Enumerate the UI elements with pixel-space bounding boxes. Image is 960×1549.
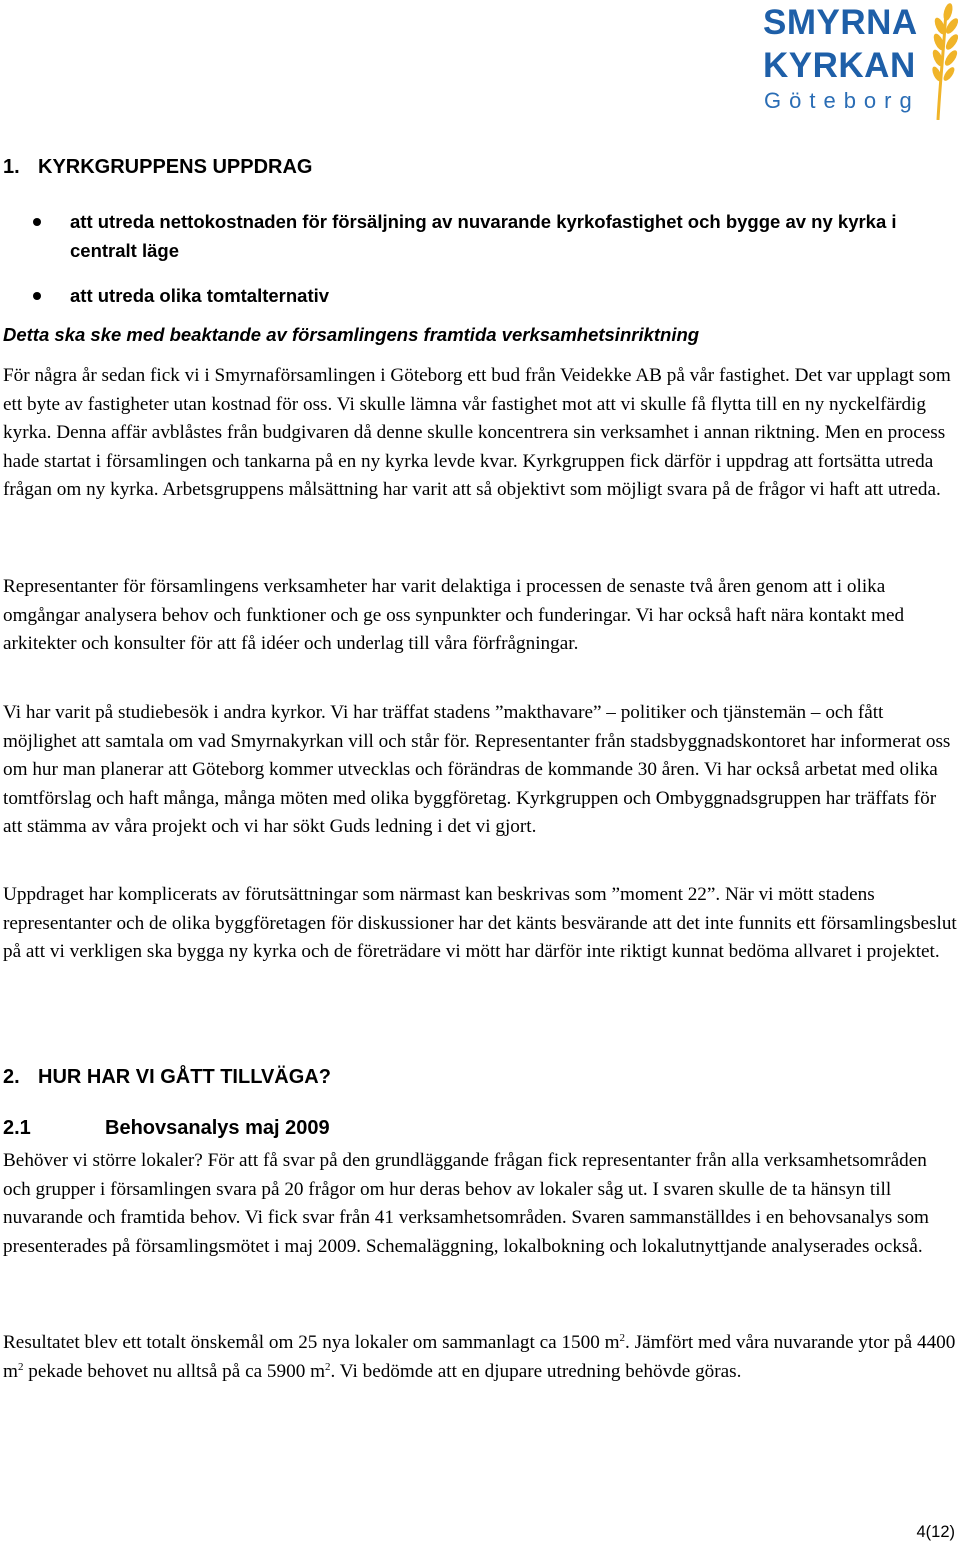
- text-run: Resultatet blev ett totalt önskemål om 25 nya lokaler om sammanlagt ca 1500 m: [3, 1332, 620, 1353]
- logo-text-line1: SMYRNA: [763, 3, 918, 42]
- section-2-1-heading: [3, 1118, 330, 1138]
- logo-text-line3: Göteborg: [764, 88, 920, 113]
- paragraph-with-superscripts: [3, 1329, 957, 1386]
- section-2-heading: [3, 1067, 331, 1087]
- superscript: 2: [619, 1332, 626, 1344]
- section-2-1-number: 2.1: [3, 1117, 31, 1139]
- church-logo: [760, 2, 960, 122]
- list-item-text: att utreda olika tomtalternativ: [70, 285, 330, 306]
- page-number: 4(12): [916, 1523, 955, 1541]
- text-run: . Jämfört med våra nuvarande ytor på 4400 m: [3, 1332, 956, 1382]
- section-1-number: 1.: [3, 156, 20, 178]
- paragraph: Vi har varit på studiebesök i andra kyrkor. Vi har träffat stadens ”makthavare” – politiker och tjänstemän – och fått möjlighet att samtala om vad Smyrnakyrkan vill och står för. Representanter från stadsbyggnadskontoret har informerat oss om hur man planerar att Göteborg kommer utvecklas och förändras de kommande 30 åren. Vi har också arbetat med olika tomtförslag och haft många, många möten med olika byggföretag. Kyrkgruppen och Ombyggnadsgruppen har träffats för att stämma av våra projekt och vi har sökt Guds ledning i det vi gjort.: [3, 702, 951, 837]
- superscript: 2: [17, 1360, 24, 1373]
- list-item: [0, 207, 955, 265]
- text-run: . Vi bedömde att en djupare utredning behövde göras.: [330, 1360, 742, 1382]
- section-1-heading: [3, 157, 312, 177]
- superscript: 2: [325, 1360, 331, 1373]
- bullet-icon: [33, 292, 41, 300]
- bullet-icon: [33, 218, 41, 226]
- paragraph: För några år sedan fick vi i Smyrnaförsamlingen i Göteborg ett bud från Veidekke AB på vår fastighet. Det var upplagt som ett byte av fastigheter utan kostnad för oss. Vi skulle lämna vår fastighet mot att vi skulle få flytta till en ny nyckelfärdig kyrka. Denna affär avblåstes från budgivaren då denne skulle koncentrera sin verksamhet i annan riktning. Men en process hade startat i församlingen och tankarna på en ny kyrka levde kvar. Kyrkgruppen fick därför i uppdrag att fortsätta utreda frågan om ny kyrka. Arbetsgruppens målsättning har varit att så objektivt som möjligt svara på de frågor vi haft att utreda.: [3, 365, 951, 500]
- text-run: pekade behovet nu alltså på ca 5900 m: [23, 1360, 326, 1382]
- section-1-title: KYRKGRUPPENS UPPDRAG: [38, 156, 313, 178]
- section-2-title: HUR HAR VI GÅTT TILLVÄGA?: [38, 1066, 331, 1088]
- wheat-icon: [924, 2, 958, 120]
- paragraph: Representanter för församlingens verksamheter har varit delaktiga i processen de senaste två åren genom att i olika omgångar analysera behov och funktioner och ge oss synpunkter och funderingar. Vi har också haft nära kontakt med arkitekter och konsulter för att få idéer och underlag till våra förfrågningar.: [3, 576, 905, 654]
- list-item: [0, 281, 955, 310]
- logo-text-line2: KYRKAN: [763, 46, 916, 85]
- section-2-number: 2.: [3, 1066, 20, 1088]
- section-2-1-title: Behovsanalys maj 2009: [105, 1117, 330, 1139]
- italic-subheading: Detta ska ske med beaktande av församlingens framtida verksamhetsinriktning: [3, 324, 700, 345]
- paragraph: Uppdraget har komplicerats av förutsättningar som närmast kan beskrivas som ”moment 22”. När vi mött stadens representanter och de olika byggföretagen för diskussioner har det känts besvärande att det inte funnits ett församlingsbeslut på att vi verkligen ska bygga ny kyrka och de företrädare vi mött har därför inte riktigt kunnat bedöma allvaret i projektet.: [3, 884, 957, 962]
- paragraph: Behöver vi större lokaler? För att få svar på den grundläggande frågan fick representanter från alla verksamhetsområden och grupper i församlingen svara på 20 frågor om hur deras behov av lokaler såg ut. I svaren skulle de ta hänsyn till nuvarande och framtida behov. Vi fick svar från 41 verksamhetsområden. Svaren sammanställdes i en behovsanalys som presenterades på församlingsmötet i maj 2009. Schemaläggning, lokalbokning och lokalutnyttjande analyserades också.: [3, 1150, 929, 1257]
- assignment-list: [0, 207, 955, 326]
- list-item-text: att utreda nettokostnaden för försäljning av nuvarande kyrkofastighet och bygge av ny kyrka i centralt läge: [70, 211, 897, 261]
